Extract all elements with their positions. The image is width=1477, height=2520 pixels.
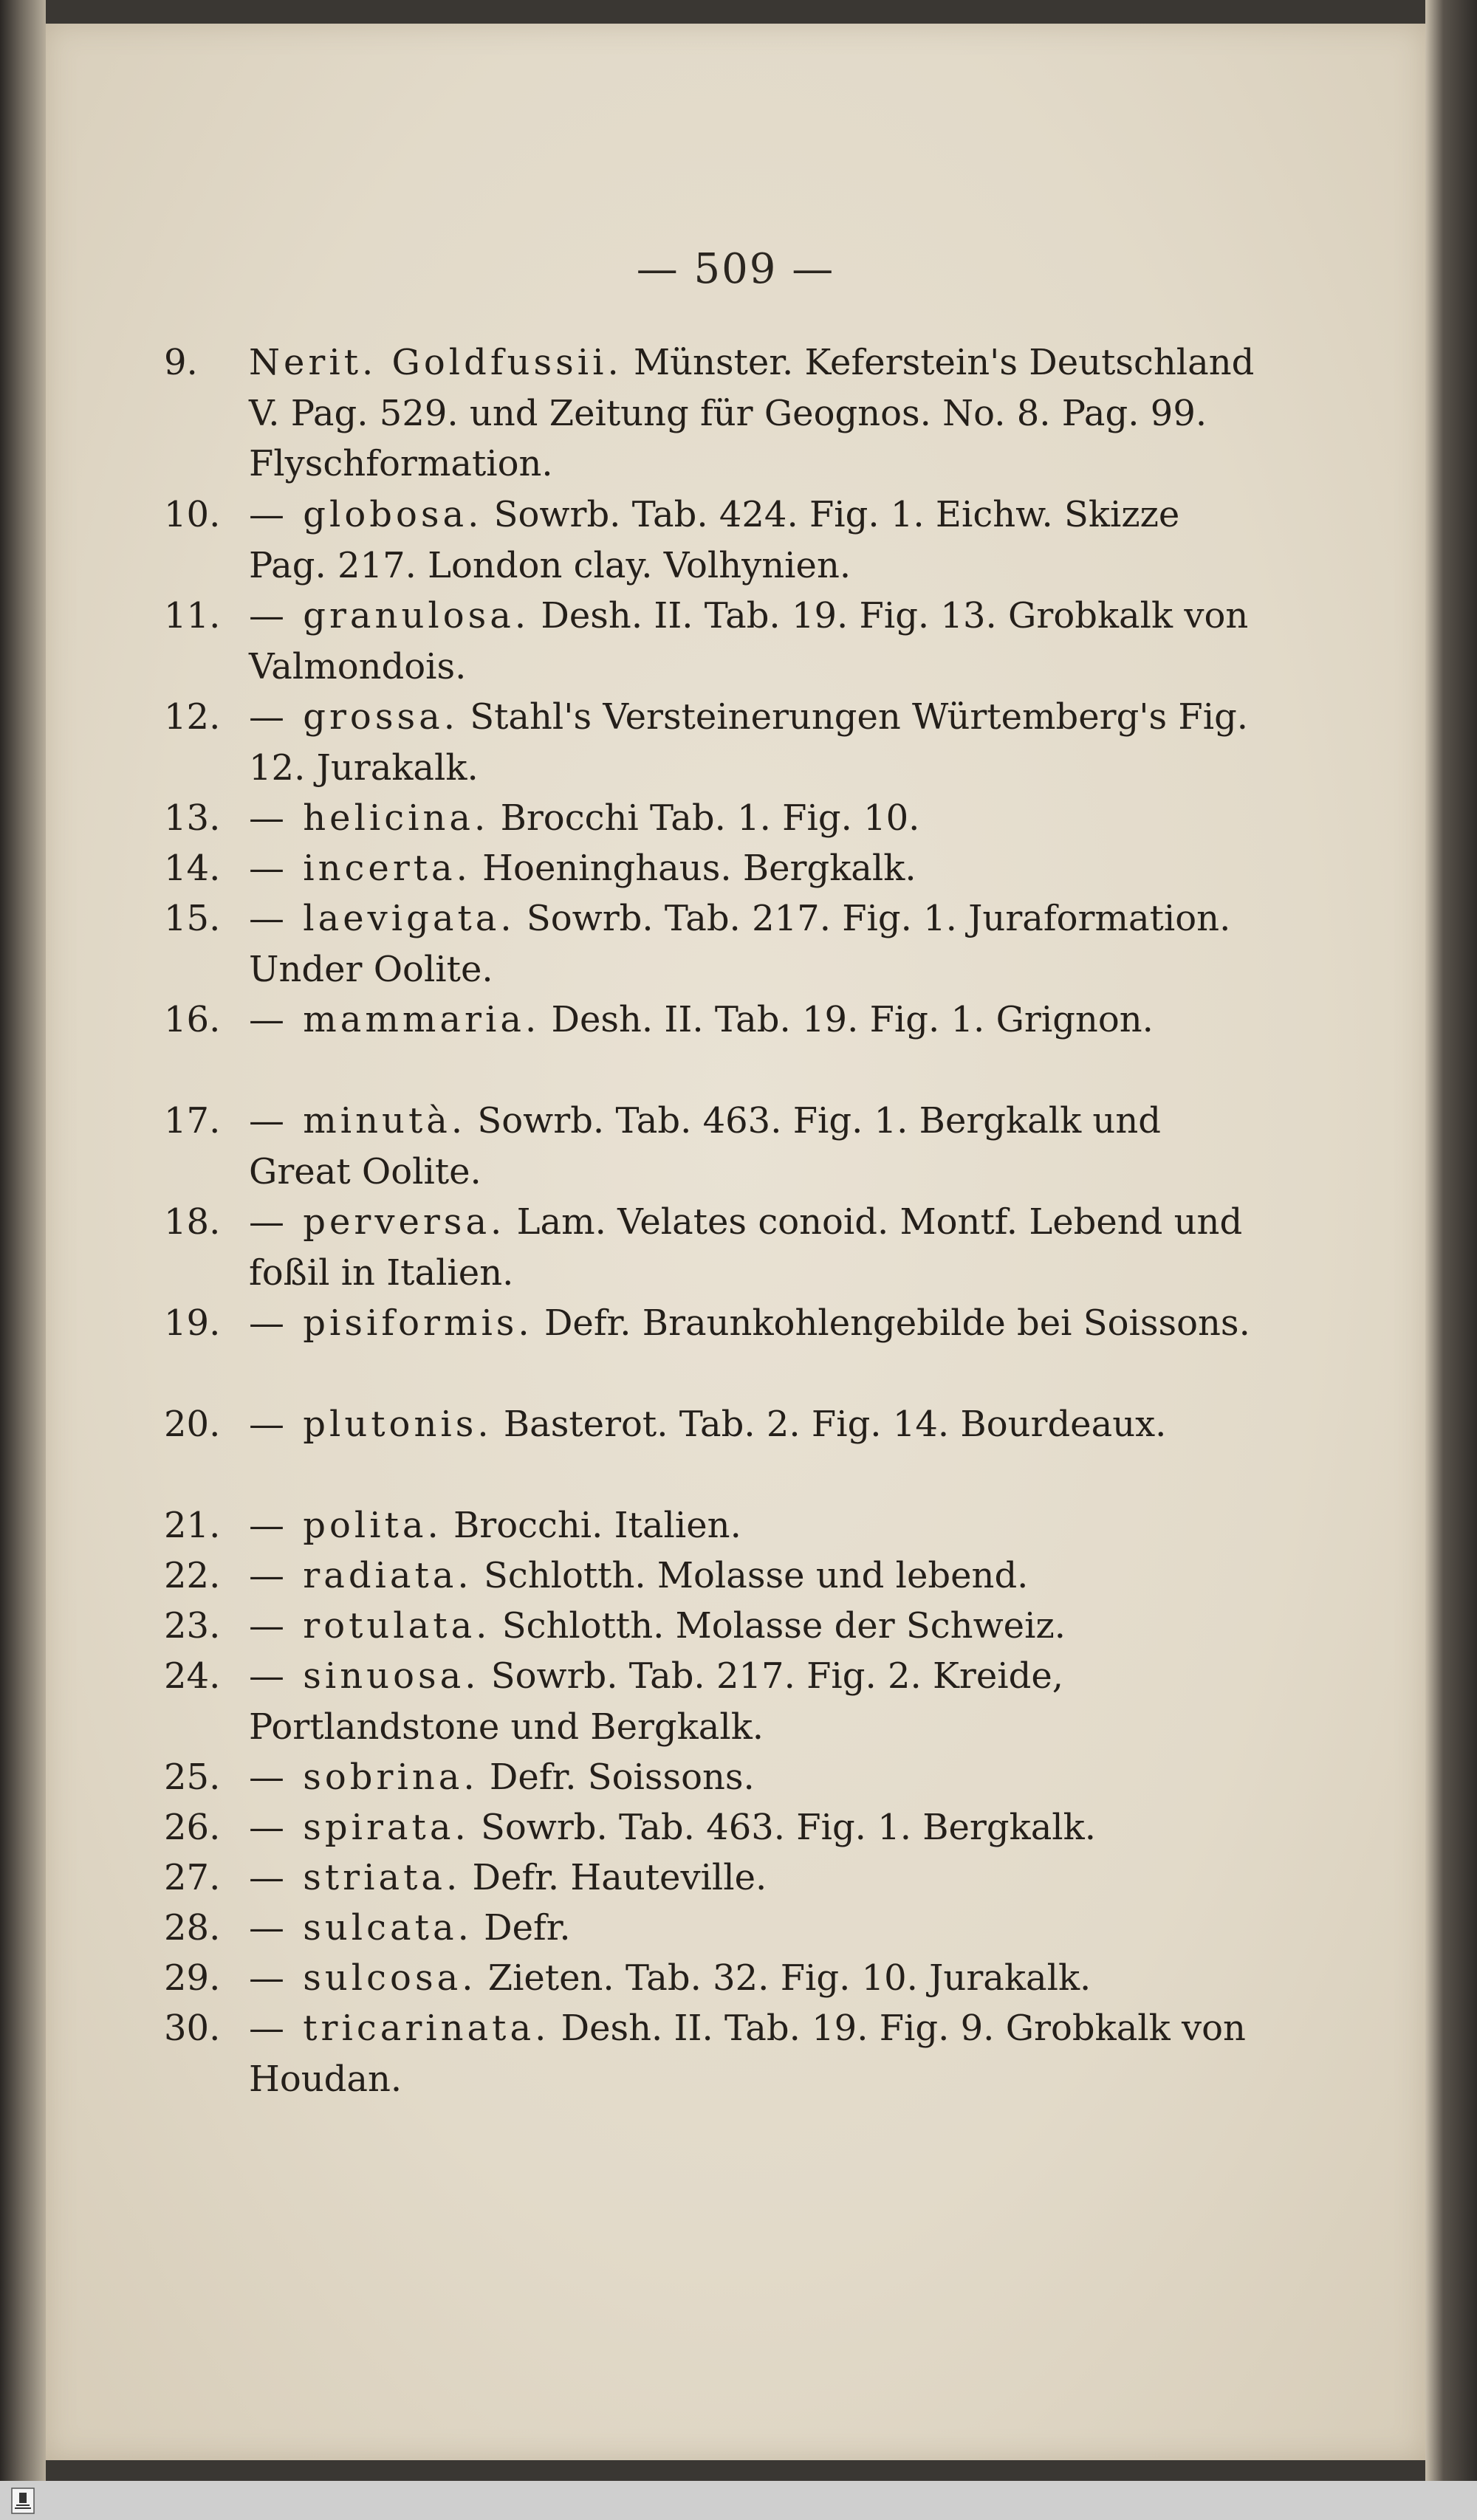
list-item bbox=[164, 1551, 1257, 1601]
entry-number: 22. bbox=[164, 1555, 221, 1596]
page-number: — 509 — bbox=[636, 245, 835, 293]
species-list bbox=[164, 337, 1257, 2104]
list-item bbox=[164, 1197, 1257, 1298]
species-name: — minutà. bbox=[249, 1100, 467, 1141]
list-item bbox=[164, 1601, 1257, 1651]
entry-text: Sowrb. Tab. 463. Fig. 1. Bergkalk. bbox=[469, 1807, 1096, 1848]
entry-text: Defr. Hauteville. bbox=[461, 1857, 767, 1898]
species-name: — sulcata. bbox=[249, 1907, 473, 1949]
entry-text: Defr. bbox=[472, 1907, 571, 1949]
entry-text: Defr. Soissons. bbox=[478, 1757, 755, 1798]
entry-text: Lam. Velates conoid. Montf. Lebend und foßil in Italien. bbox=[249, 1201, 1243, 1294]
species-name: — globosa. bbox=[249, 494, 483, 535]
entry-number: 20. bbox=[164, 1404, 221, 1445]
book-binding-left bbox=[0, 0, 46, 2481]
list-item bbox=[164, 1096, 1257, 1197]
entry-number: 25. bbox=[164, 1757, 221, 1798]
entry-number: 16. bbox=[164, 999, 221, 1040]
species-name: — tricarinata. bbox=[249, 2008, 550, 2049]
list-item bbox=[164, 1399, 1257, 1500]
species-name: — spirata. bbox=[249, 1807, 470, 1848]
list-item bbox=[164, 1953, 1257, 2003]
entry-number: 23. bbox=[164, 1605, 221, 1647]
entry-number: 29. bbox=[164, 1957, 221, 1999]
species-name: — mammaria. bbox=[249, 999, 541, 1040]
species-name: — incerta. bbox=[249, 848, 471, 889]
entry-text: Desh. II. Tab. 19. Fig. 13. Grobkalk von Valmondois. bbox=[249, 595, 1249, 687]
entry-number: 28. bbox=[164, 1907, 221, 1949]
list-item bbox=[164, 490, 1257, 591]
book-binding-right bbox=[1425, 0, 1477, 2481]
species-name: — plutonis. bbox=[249, 1404, 493, 1445]
list-item bbox=[164, 692, 1257, 793]
entry-number: 30. bbox=[164, 2008, 221, 2049]
species-name: — granulosa. bbox=[249, 595, 530, 636]
species-name: — helicina. bbox=[249, 797, 490, 839]
entry-number: 26. bbox=[164, 1807, 221, 1848]
library-logo-icon bbox=[10, 2487, 35, 2515]
species-name: — sobrina. bbox=[249, 1757, 479, 1798]
species-name: Nerit. Goldfussii. bbox=[249, 342, 623, 383]
entry-text: Schlotth. Molasse und lebend. bbox=[472, 1555, 1029, 1596]
entry-text: Hoeninghaus. Bergkalk. bbox=[470, 848, 916, 889]
list-item bbox=[164, 1853, 1257, 1903]
entry-number: 19. bbox=[164, 1302, 221, 1344]
entry-text: Schlotth. Molasse der Schweiz. bbox=[490, 1605, 1066, 1647]
species-name: — grossa. bbox=[249, 696, 459, 738]
list-item bbox=[164, 337, 1257, 490]
entry-number: 12. bbox=[164, 696, 221, 738]
list-item bbox=[164, 1500, 1257, 1551]
species-name: — sinuosa. bbox=[249, 1655, 480, 1697]
list-item bbox=[164, 1752, 1257, 1802]
list-item bbox=[164, 843, 1257, 893]
species-name: — perversa. bbox=[249, 1201, 506, 1243]
entry-number: 10. bbox=[164, 494, 221, 535]
species-name: — polita. bbox=[249, 1505, 442, 1546]
entry-text: Desh. II. Tab. 19. Fig. 1. Grignon. bbox=[540, 999, 1154, 1040]
entry-text: Brocchi Tab. 1. Fig. 10. bbox=[489, 797, 920, 839]
list-item bbox=[164, 2003, 1257, 2104]
entry-text: Sowrb. Tab. 217. Fig. 2. Kreide, Portlandstone und Bergkalk. bbox=[249, 1655, 1063, 1748]
entry-number: 18. bbox=[164, 1201, 221, 1243]
entry-text: Zieten. Tab. 32. Fig. 10. Jurakalk. bbox=[476, 1957, 1092, 1999]
entry-number: 15. bbox=[164, 898, 221, 939]
list-item bbox=[164, 591, 1257, 692]
entry-number: 11. bbox=[164, 595, 221, 636]
list-item bbox=[164, 893, 1257, 995]
list-item bbox=[164, 793, 1257, 843]
entry-number: 14. bbox=[164, 848, 221, 889]
entry-number: 27. bbox=[164, 1857, 221, 1898]
list-item bbox=[164, 995, 1257, 1096]
list-item bbox=[164, 1802, 1257, 1853]
entry-text: Sowrb. Tab. 463. Fig. 1. Bergkalk und Great Oolite. bbox=[249, 1100, 1161, 1192]
entry-text: Brocchi. Italien. bbox=[442, 1505, 741, 1546]
entry-text: Desh. II. Tab. 19. Fig. 9. Grobkalk von Houdan. bbox=[249, 2008, 1246, 2100]
entry-text: Münster. Keferstein's Deutschland V. Pag. 529. und Zeitung für Geognos. No. 8. Pag. 99. Flyschformation. bbox=[249, 342, 1255, 484]
entry-number: 13. bbox=[164, 797, 221, 839]
species-name: — sulcosa. bbox=[249, 1957, 477, 1999]
species-name: — radiata. bbox=[249, 1555, 473, 1596]
entry-number: 24. bbox=[164, 1655, 221, 1697]
entry-text: Defr. Braunkohlengebilde bei Soissons. bbox=[532, 1302, 1250, 1344]
species-name: — laevigata. bbox=[249, 898, 515, 939]
list-item bbox=[164, 1298, 1257, 1399]
entry-text: Sowrb. Tab. 217. Fig. 1. Juraformation. Under Oolite. bbox=[249, 898, 1231, 990]
entry-text: Basterot. Tab. 2. Fig. 14. Bourdeaux. bbox=[492, 1404, 1167, 1445]
entry-text: Stahl's Versteinerungen Würtemberg's Fig. 12. Jurakalk. bbox=[249, 696, 1249, 789]
entry-number: 9. bbox=[164, 342, 198, 383]
species-name: — rotulata. bbox=[249, 1605, 491, 1647]
species-name: — striata. bbox=[249, 1857, 462, 1898]
species-name: — pisiformis. bbox=[249, 1302, 533, 1344]
viewer-footer-bar bbox=[0, 2481, 1477, 2520]
book-page bbox=[46, 24, 1425, 2460]
list-item bbox=[164, 1903, 1257, 1953]
entry-number: 17. bbox=[164, 1100, 221, 1141]
entry-text: Sowrb. Tab. 424. Fig. 1. Eichw. Skizze Pag. 217. London clay. Volhynien. bbox=[249, 494, 1180, 586]
list-item bbox=[164, 1651, 1257, 1752]
entry-number: 21. bbox=[164, 1505, 221, 1546]
